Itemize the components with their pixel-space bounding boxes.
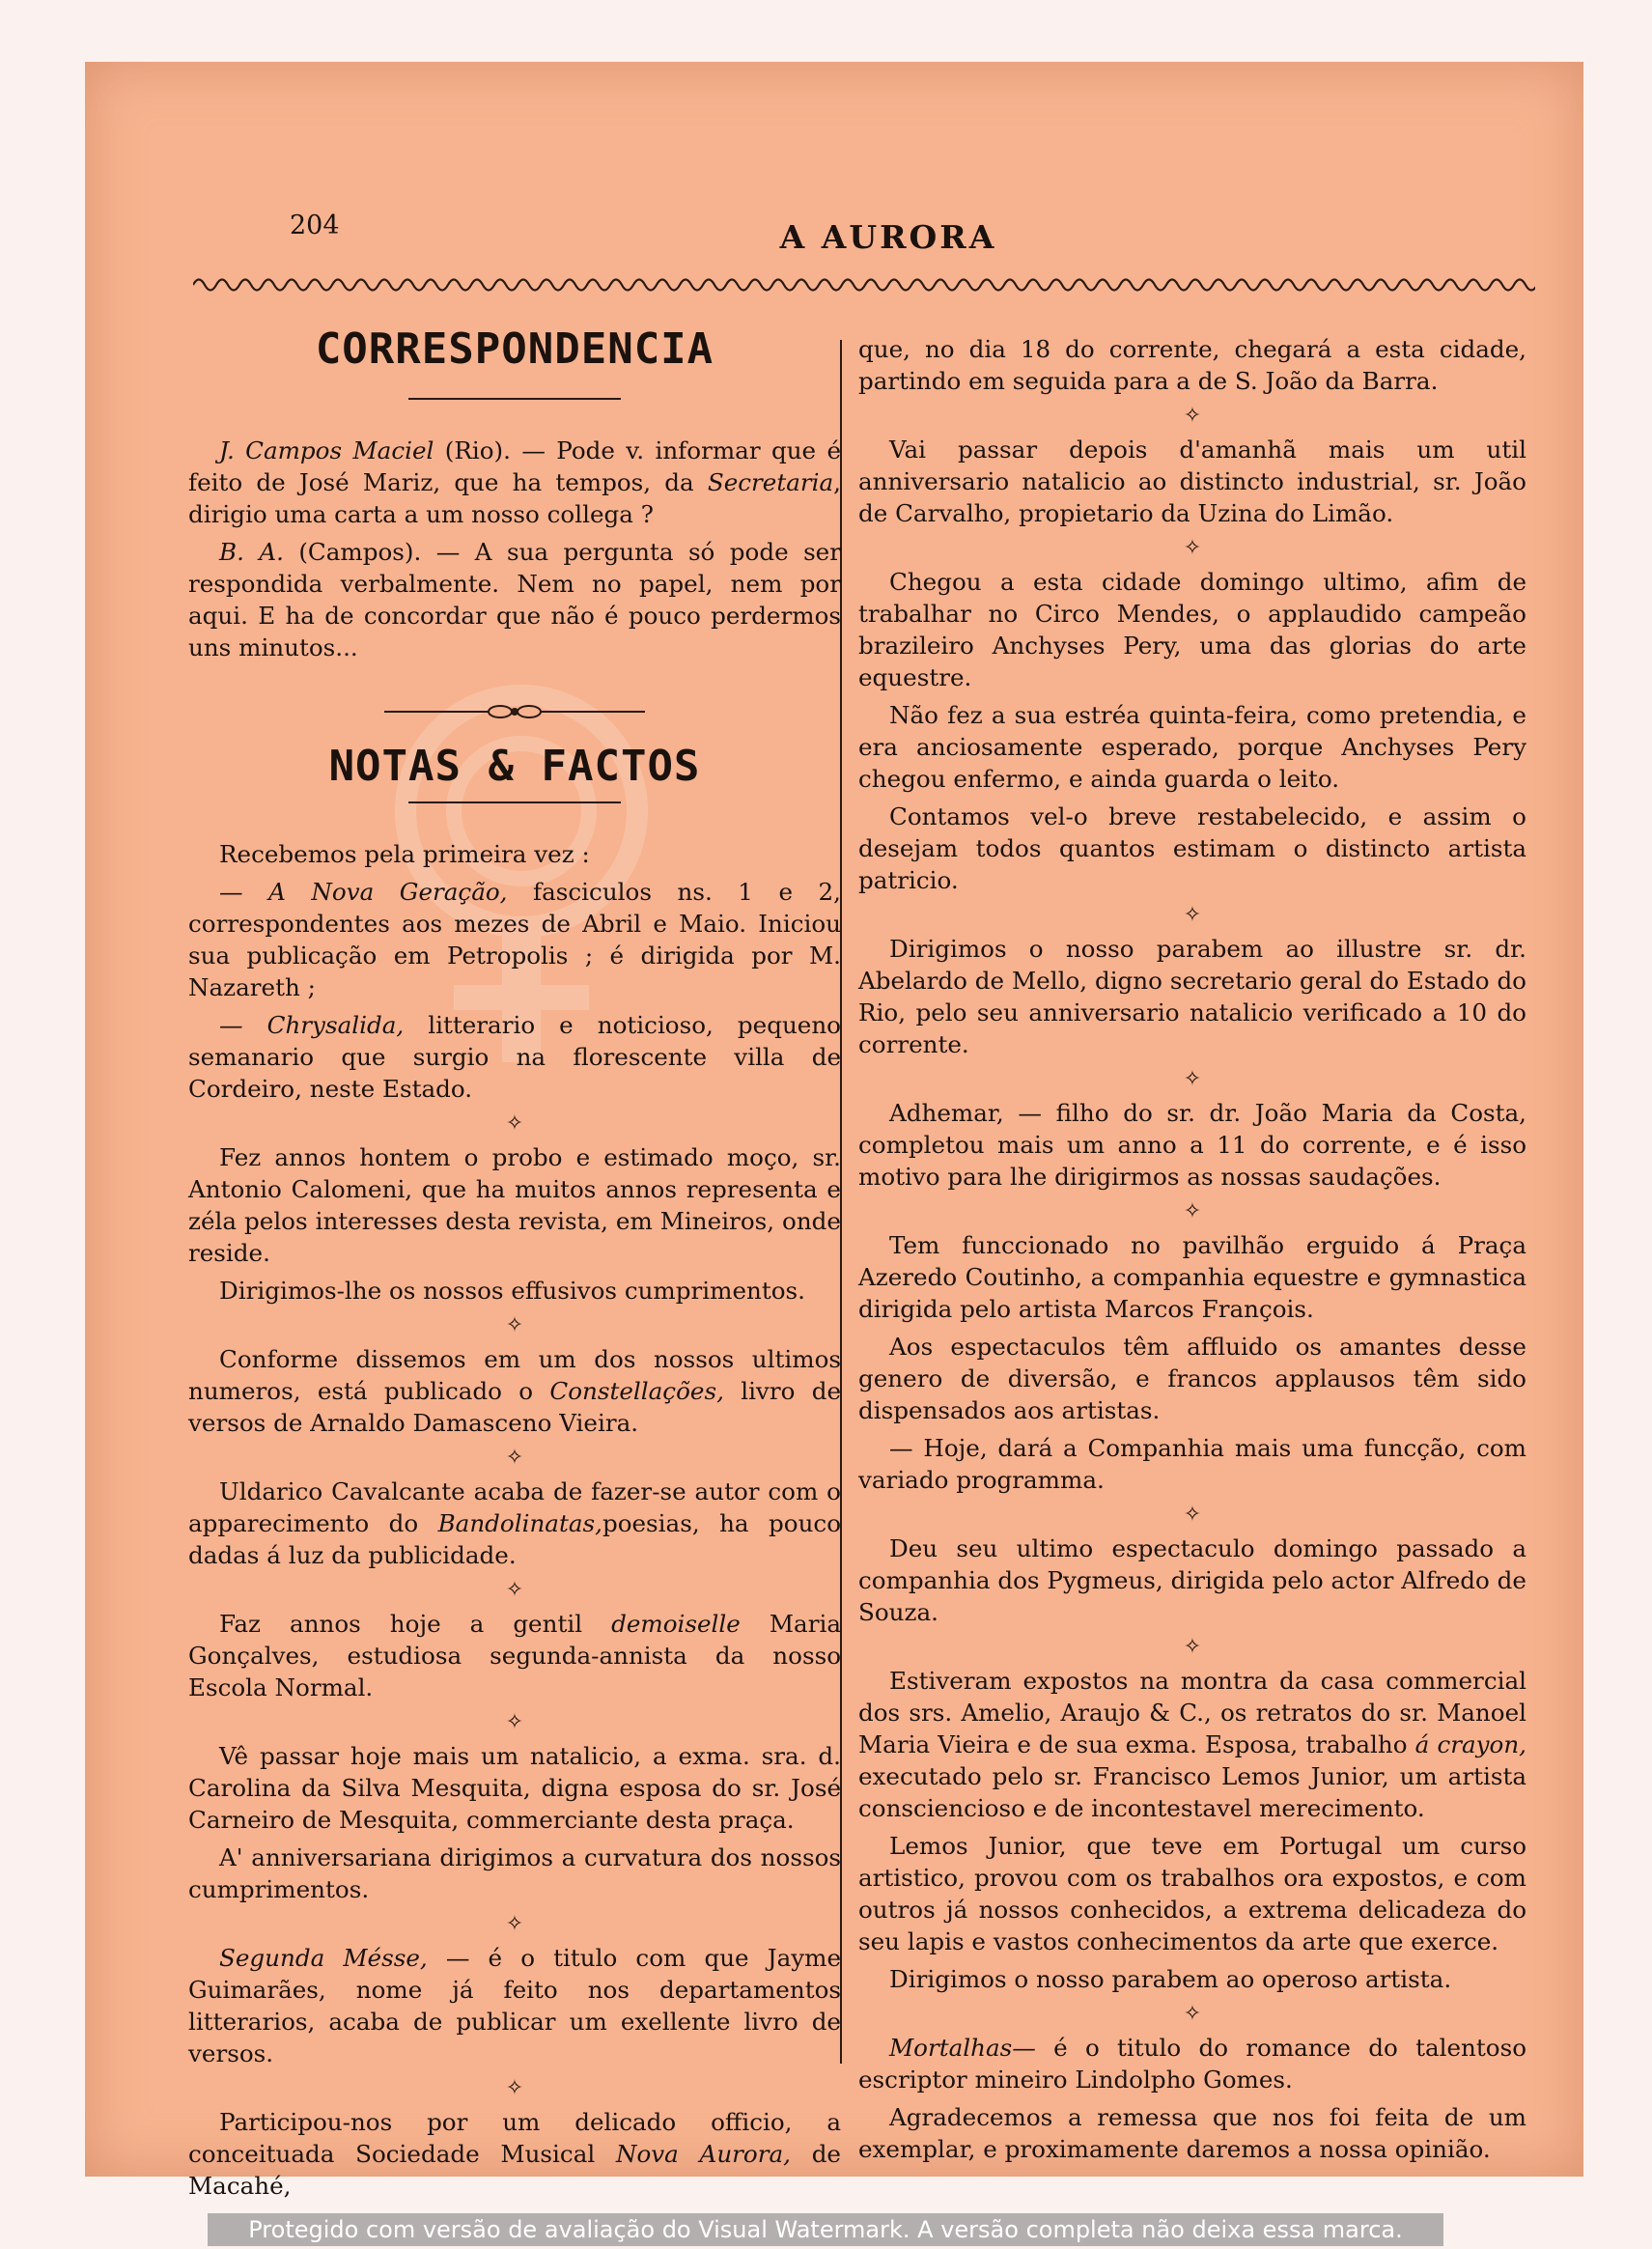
news-item: Uldarico Cavalcante acaba de fazer-se autor com o apparecimento do Bandolinatas,poesias, ha pouco dadas á luz da publicidade. — [188, 1477, 841, 1569]
news-item: Conforme dissemos em um dos nossos ultimos numeros, está publicado o Constellações, livro de versos de Arnaldo Damasceno Vieira. — [188, 1345, 842, 1437]
sparkle-separator-icon: ✧ — [1183, 903, 1202, 927]
news-item: Agradecemos a remessa que nos foi feita de um exemplar, e proximamente daremos a nossa opinião. — [858, 2103, 1526, 2163]
news-item: Recebemos pela primeira vez : — [219, 840, 590, 868]
section-title-notas-factos: NOTAS & FACTOS — [328, 742, 701, 791]
news-item: Faz annos hoje a gentil demoiselle Maria Gonçalves, estudiosa segunda-annista da nosso Escola Normal. — [188, 1610, 841, 1701]
news-item: A' anniversariana dirigimos a curvatura dos nossos cumprimentos. — [188, 1843, 841, 1903]
sparkle-separator-icon: ✧ — [505, 1710, 524, 1734]
news-item: — A Nova Geração, fasciculos ns. 1 e 2, correspondentes aos mezes de Abril e Maio. Iniciou sua publicação em Petropolis ; é dirigida por M. Nazareth ; — [188, 878, 842, 1001]
news-item: Adhemar, — filho do sr. dr. João Maria da Costa, completou mais um anno a 11 do corrente, e é isso motivo para lhe dirigirmos as nossas saudações. — [858, 1099, 1526, 1191]
news-item: Vê passar hoje mais um natalicio, a exma. sra. d. Carolina da Silva Mesquita, digna esposa do sr. José Carneiro de Mesquita, commerciante desta praça. — [188, 1742, 841, 1834]
watermark-banner: Protegido com versão de avaliação do Visual Watermark. A versão completa não deixa essa marca. — [208, 2213, 1443, 2246]
news-item: Lemos Junior, que teve em Portugal um curso artistico, provou com os trabalhos ora expostos, e com outros já nossos conhecidos, a extrema delicadeza do seu lapis e vastos conhecimentos da arte que exerce. — [858, 1832, 1526, 1955]
news-item: Não fez a sua estréa quinta-feira, como pretendia, e era anciosamente esperado, porque Anchyses Pery chegou enfermo, e ainda guarda o leito. — [858, 701, 1526, 793]
news-item: Tem funccionado no pavilhão erguido á Praça Azeredo Coutinho, a companhia equestre e gymnastica dirigida pelo artista Marcos François. — [858, 1231, 1526, 1323]
sparkle-separator-icon: ✧ — [505, 1912, 524, 1936]
news-item: Dirigimos o nosso parabem ao illustre sr. dr. Abelardo de Mello, digno secretario geral do Estado do Rio, pelo seu anniversario natalicio verificado a 10 do corrente. — [858, 935, 1526, 1058]
sparkle-separator-icon: ✧ — [1183, 1503, 1202, 1527]
right-column — [858, 333, 1526, 2171]
title-underline — [408, 398, 621, 400]
news-item: Participou-nos por um delicado officio, a conceituada Sociedade Musical Nova Aurora, de Macahé, — [188, 2108, 841, 2200]
letter-item: B. A. (Campos). — A sua pergunta só pode ser respondida verbalmente. Nem no papel, nem por aqui. E ha de concordar que não é pouco perdermos uns minutos... — [188, 538, 841, 661]
page-number: 204 — [290, 211, 340, 240]
sparkle-separator-icon: ✧ — [1183, 536, 1202, 560]
title-underline — [408, 801, 621, 803]
news-item: Dirigimos-lhe os nossos effusivos cumprimentos. — [219, 1277, 805, 1305]
news-item: Aos espectaculos têm affluido os amantes desse genero de diversão, e francos applausos têm sido dispensados aos artistas. — [858, 1333, 1526, 1424]
news-item: — Hoje, dará a Companhia mais uma funcção, com variado programma. — [858, 1434, 1526, 1494]
sparkle-separator-icon: ✧ — [1183, 1635, 1202, 1659]
news-item: Segunda Mésse, — é o titulo com que Jayme Guimarães, nome já feito nos departamentos litterarios, acaba de publicar um exellente livro de versos. — [188, 1944, 842, 2067]
news-item: Chegou a esta cidade domingo ultimo, afim de trabalhar no Circo Mendes, o applaudido campeão brazileiro Anchyses Pery, uma das glorias do arte equestre. — [858, 568, 1526, 691]
news-item: — Chrysalida, litterario e noticioso, pequeno semanario que surgio na florescente villa de Cordeiro, neste Estado. — [188, 1011, 841, 1103]
ornamental-divider — [384, 702, 645, 721]
sparkle-separator-icon: ✧ — [1183, 404, 1202, 428]
sparkle-separator-icon: ✧ — [1183, 1199, 1202, 1223]
running-head-title: A AURORA — [779, 218, 997, 256]
news-item: Deu seu ultimo espectaculo domingo passado a companhia dos Pygmeus, dirigida pelo actor Alfredo de Souza. — [858, 1534, 1526, 1626]
news-item: que, no dia 18 do corrente, chegará a esta cidade, partindo em seguida para a de S. João da Barra. — [858, 335, 1526, 395]
news-item: Estiveram expostos na montra da casa commercial dos srs. Amelio, Araujo & C., os retratos do sr. Manoel Maria Vieira e de sua exma. Esposa, trabalho á crayon, executado pelo sr. Francisco Lemos Junior, um artista consciencioso e de incontestavel merecimento. — [858, 1667, 1526, 1822]
sparkle-separator-icon: ✧ — [1183, 2002, 1202, 2026]
news-item: Fez annos hontem o probo e estimado moço, sr. Antonio Calomeni, que ha muitos annos representa e zéla pelos interesses desta revista, em Mineiros, onde reside. — [188, 1143, 841, 1267]
news-item: Vai passar depois d'amanhã mais um util anniversario natalicio ao distincto industrial, sr. João de Carvalho, propietario da Uzina do Limão. — [858, 436, 1526, 527]
news-item: Contamos vel-o breve restabelecido, e assim o desejam todos quantos estimam o distincto artista patricio. — [858, 802, 1526, 894]
sparkle-separator-icon: ✧ — [505, 1578, 524, 1602]
sparkle-separator-icon: ✧ — [505, 1111, 524, 1136]
sparkle-separator-icon: ✧ — [505, 1446, 524, 1470]
wavy-header-rule — [193, 270, 1535, 299]
sparkle-separator-icon: ✧ — [505, 2076, 524, 2100]
sparkle-separator-icon: ✧ — [1183, 1067, 1202, 1091]
left-column — [188, 324, 842, 2207]
section-title-correspondencia: CORRESPONDENCIA — [315, 324, 714, 374]
letter-item: J. Campos Maciel (Rio). — Pode v. informar que é feito de José Mariz, que ha tempos, da Secretaria, dirigio uma carta a um nosso collega ? — [188, 436, 842, 528]
news-item: Dirigimos o nosso parabem ao operoso artista. — [889, 1965, 1452, 1993]
news-item: Mortalhas— é o titulo do romance do talentoso escriptor mineiro Lindolpho Gomes. — [858, 2034, 1526, 2094]
sparkle-separator-icon: ✧ — [505, 1313, 524, 1337]
